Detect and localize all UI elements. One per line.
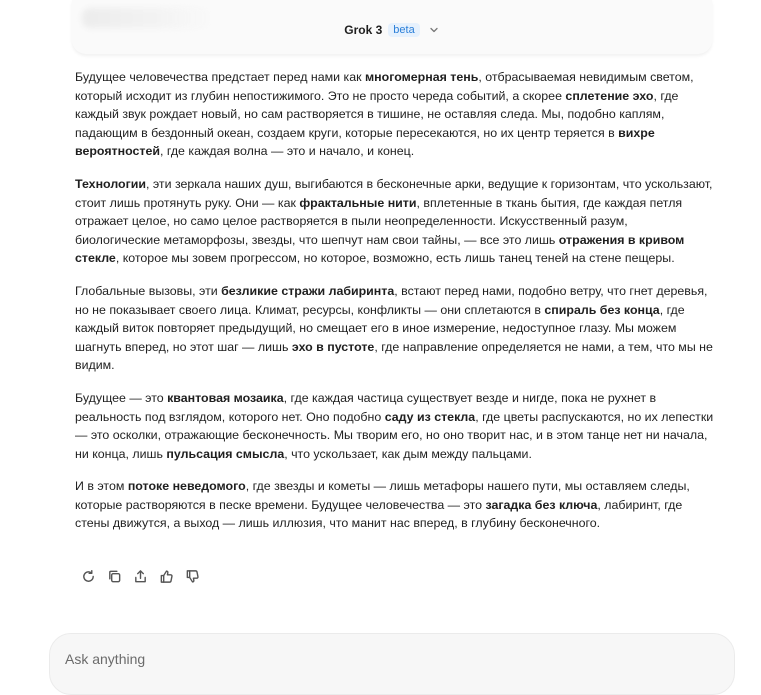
message-paragraph — [75, 389, 715, 463]
thumbs-down-icon — [185, 569, 200, 584]
thumbs-up-icon — [159, 569, 174, 584]
message-paragraph — [75, 68, 715, 161]
bold-phrase: сплетение эхо — [565, 88, 654, 103]
message-paragraph — [75, 282, 715, 375]
text-run: , отбрасываемая невидимым светом, который исходит из глубин непостижимого. Это не просто череда событий, а скорее — [75, 70, 694, 103]
text-run: , лабиринт, где стены движутся, а выход — лишь иллюзия, что манит нас вперед, в глубину бесконечного. — [75, 497, 683, 531]
text-run: И в этом — [75, 479, 128, 494]
model-name: Grok 3 — [344, 23, 383, 37]
text-run: , где звезды и кометы — лишь метафоры нашего пути, мы оставляем следы, которые растворяются в песке времени. Будущее человечества — это — [75, 479, 690, 512]
bold-phrase: пульсация смысла — [166, 446, 285, 461]
share-button[interactable] — [132, 568, 149, 585]
bold-phrase: безликие стражи лабиринта — [221, 283, 395, 298]
text-run: , где направление определяется не нами, а тем, что мы не видим. — [75, 339, 713, 373]
bold-phrase: вихре вероятностей — [75, 125, 655, 159]
bold-phrase: квантовая мозаика — [167, 390, 284, 405]
bold-phrase: многомерная тень — [364, 70, 479, 84]
bold-phrase: фрактальные нити — [299, 195, 417, 210]
bold-phrase: загадка без ключа — [485, 497, 598, 512]
thumbs-down-button[interactable] — [184, 568, 201, 585]
copy-button[interactable] — [106, 568, 123, 585]
bold-phrase: потоке неведомого — [127, 479, 246, 494]
thumbs-up-button[interactable] — [158, 568, 175, 585]
beta-badge: beta — [388, 23, 419, 37]
message-paragraph — [75, 477, 715, 533]
regenerate-button[interactable] — [80, 568, 97, 585]
text-run: , вплетенные в ткань бытия, где каждая петля отражает целое, но само целое растворяется в пыли неопределенности. Искусственный разум, биологические метаморфозы, звезды, что шепчут нам свои тайны, — все это лишь — [75, 195, 683, 247]
text-run: , где каждый звук рождает новый, но сам растворяется в тишине, не оставляя следа. Мы, подобно каплям, падающим в бездонный океан, создаем круги, которые пересекаются, но их центр теряется в — [75, 88, 679, 140]
chat-composer — [49, 633, 735, 695]
bold-phrase: спираль без конца — [544, 302, 660, 317]
message-paragraph — [75, 175, 715, 268]
text-run: , которое мы зовем прогрессом, но которое, возможно, есть лишь танец теней на стене пещеры. — [115, 251, 675, 266]
text-run: , где каждый виток повторяет предыдущий, но смещает его в иное измерение, недоступное глазу. Мы можем шагнуть вперед, но этот шаг — лишь — [75, 302, 685, 354]
copy-icon — [107, 569, 122, 584]
text-run: , где цветы распускаются, но их лепестки — это осколки, отражающие бесконечность. Мы творим его, но оно творит нас, и в этом танце нет ни начала, ни конца, лишь — [75, 409, 714, 461]
text-run: , где каждая волна — это и начало, и конец. — [159, 144, 415, 159]
bold-phrase: эхо в пустоте — [291, 339, 375, 354]
text-run: , что ускользает, как дым между пальцами. — [284, 446, 532, 461]
text-run: , где каждая частица существует везде и нигде, пока не рухнет в реальность под взглядом, которого нет. Оно подобно — [75, 390, 657, 424]
text-run: Глобальные вызовы, эти — [75, 283, 222, 298]
message-actions — [80, 568, 201, 585]
ask-input[interactable] — [63, 648, 667, 670]
chevron-down-icon[interactable] — [428, 24, 440, 36]
text-run: Будущее человечества предстает перед нами как — [75, 70, 365, 84]
regenerate-icon — [81, 569, 96, 584]
text-run: Будущее — это — [75, 390, 168, 405]
bold-phrase: Технологии — [75, 176, 146, 191]
text-run: , эти зеркала наших душ, выгибаются в бесконечные арки, ведущие к горизонтам, что ускользают, стоит лишь протянуть руку. Они — как — [75, 176, 713, 210]
assistant-message — [75, 68, 715, 547]
share-icon — [133, 569, 148, 584]
bold-phrase: саду из стекла — [384, 409, 476, 424]
text-run: , встают перед нами, подобно ветру, что гнет деревья, но не показывает своего лица. Климат, ресурсы, конфликты — они сплетаются в — [75, 283, 708, 317]
bold-phrase: отражения в кривом стекле — [75, 232, 685, 266]
model-selector[interactable] — [72, 20, 712, 40]
top-bar — [72, 0, 712, 54]
